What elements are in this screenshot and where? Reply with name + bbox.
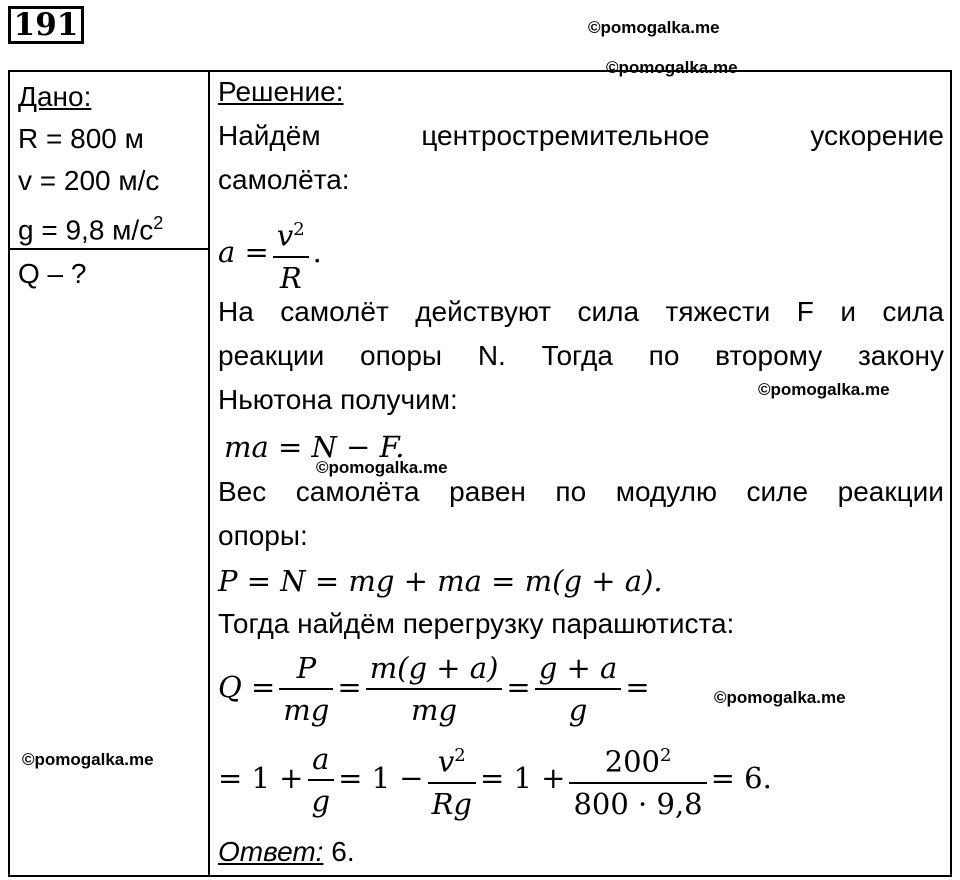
column-divider: [208, 72, 210, 875]
problem-number: 191: [8, 6, 84, 44]
solution-paragraph-2-end: Ньютона получим:: [218, 384, 458, 415]
answer: [218, 836, 355, 868]
solution-paragraph-1-cont: самолёта:: [218, 164, 350, 195]
solution-paragraph-3-cont: опоры:: [218, 520, 308, 551]
problem-table: [8, 70, 952, 877]
equation-result: = 1 + $\frac{a}{g}$ = 1 − $\frac{v^2}{Rg}$ = 1 + $\frac{200^2}{800 \cdot 9,8}$ = 6.: [218, 736, 772, 824]
answer-value: 6.: [323, 836, 355, 867]
solution-paragraph-2-cont: реакции опоры N. Тогда по второму закону: [218, 340, 944, 371]
solution-paragraph-1: Найдём центростремительное ускорение: [218, 120, 944, 151]
watermark: ©pomogalka.me: [588, 18, 720, 37]
watermark: ©pomogalka.me: [316, 458, 448, 477]
watermark: ©pomogalka.me: [606, 58, 738, 77]
solution-header: Решение:: [218, 76, 344, 107]
given-section: [18, 76, 163, 251]
equation-overload: Q = $\frac{P}{mg}$ = $\frac{m(g + a)}{mg}$ = $\frac{g + a}{g}$ =: [218, 648, 650, 730]
given-header: Дано:: [18, 81, 92, 112]
solution-paragraph-2: На самолёт действуют сила тяжести F и сила: [218, 296, 944, 327]
answer-label: Ответ:: [218, 836, 324, 867]
equation-acceleration: a = $\frac{v^2}{R}$ .: [218, 210, 322, 298]
unknown-quantity: Q – ?: [18, 258, 87, 289]
solution-paragraph-3: Вес самолёта равен по модулю силе реакции: [218, 476, 944, 507]
given-gravity: g = 9,8 $м/с^2$: [18, 213, 164, 246]
watermark: ©pomogalka.me: [22, 750, 154, 769]
given-speed: v = 200 м/с: [18, 165, 160, 196]
given-radius: R = 800 м: [18, 123, 144, 154]
watermark: ©pomogalka.me: [758, 380, 890, 399]
equation-newton: ma = N − F.: [224, 430, 405, 464]
solution-paragraph-4: Тогда найдём перегрузку парашютиста:: [218, 608, 735, 639]
equation-weight: P = N = mg + ma = m(g + a).: [218, 564, 663, 598]
watermark: ©pomogalka.me: [714, 688, 846, 707]
